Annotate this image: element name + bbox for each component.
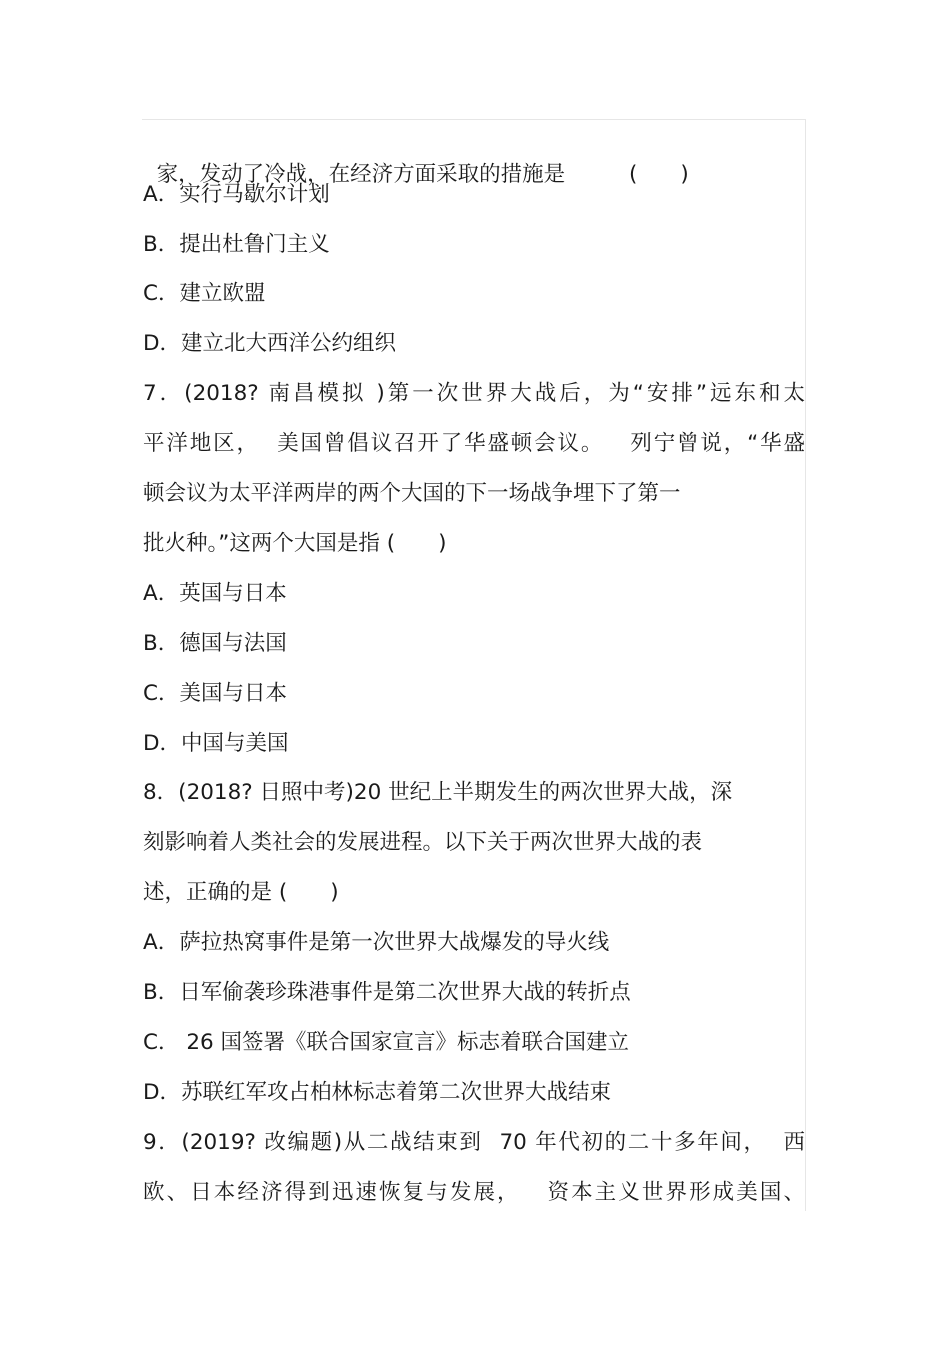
q8-line-1: 8．(2018? 日照中考)20 世纪上半期发生的两次世界大战，深 xyxy=(143,780,733,805)
q8-option-d: D．苏联红军攻占柏林标志着第二次世界大战结束 xyxy=(143,1080,612,1105)
q7-line-4: 批火种。”这两个大国是指 ( ) xyxy=(143,531,447,556)
q8-option-c: C． 26 国签署《联合国家宣言》标志着联合国建立 xyxy=(143,1030,630,1055)
q8-line-3: 述，正确的是 ( ) xyxy=(143,880,339,905)
q8-option-a: A．萨拉热窝事件是第一次世界大战爆发的导火线 xyxy=(143,930,610,955)
q7-option-b: B．德国与法国 xyxy=(143,631,287,656)
q7-option-c: C．美国与日本 xyxy=(143,681,288,706)
q6-answer-paren: ( ) xyxy=(629,162,689,187)
q6-option-a: A．实行马歇尔计划 xyxy=(143,182,330,207)
q6-option-d: D．建立北大西洋公约组织 xyxy=(143,331,397,356)
q7-option-d: D．中国与美国 xyxy=(143,731,289,756)
q7-line-1: 7．(2018? 南昌模拟 )第一次世界大战后，为“安排”远东和太 xyxy=(143,381,805,406)
q7-line-3: 顿会议为太平洋两岸的两个大国的下一场战争埋下了第一 xyxy=(143,481,681,506)
q6-stem xyxy=(143,130,689,187)
q7-line-2: 平洋地区， 美国曾倡议召开了华盛顿会议。 列宁曾说，“华盛 xyxy=(143,431,805,456)
q7-option-a: A．英国与日本 xyxy=(143,581,287,606)
q8-line-2: 刻影响着人类社会的发展进程。以下关于两次世界大战的表 xyxy=(143,830,703,855)
q9-line-1: 9．(2019? 改编题)从二战结束到 70 年代初的二十多年间， 西 xyxy=(143,1130,805,1155)
q8-option-b: B．日军偷袭珍珠港事件是第二次世界大战的转折点 xyxy=(143,980,631,1005)
q6-stem-text: 家，发动了冷战，在经济方面采取的措施是 xyxy=(156,162,566,187)
q6-option-c: C．建立欧盟 xyxy=(143,281,266,306)
q6-option-b: B．提出杜鲁门主义 xyxy=(143,232,330,257)
q9-line-2: 欧、日本经济得到迅速恢复与发展， 资本主义世界形成美国、 xyxy=(143,1180,805,1205)
